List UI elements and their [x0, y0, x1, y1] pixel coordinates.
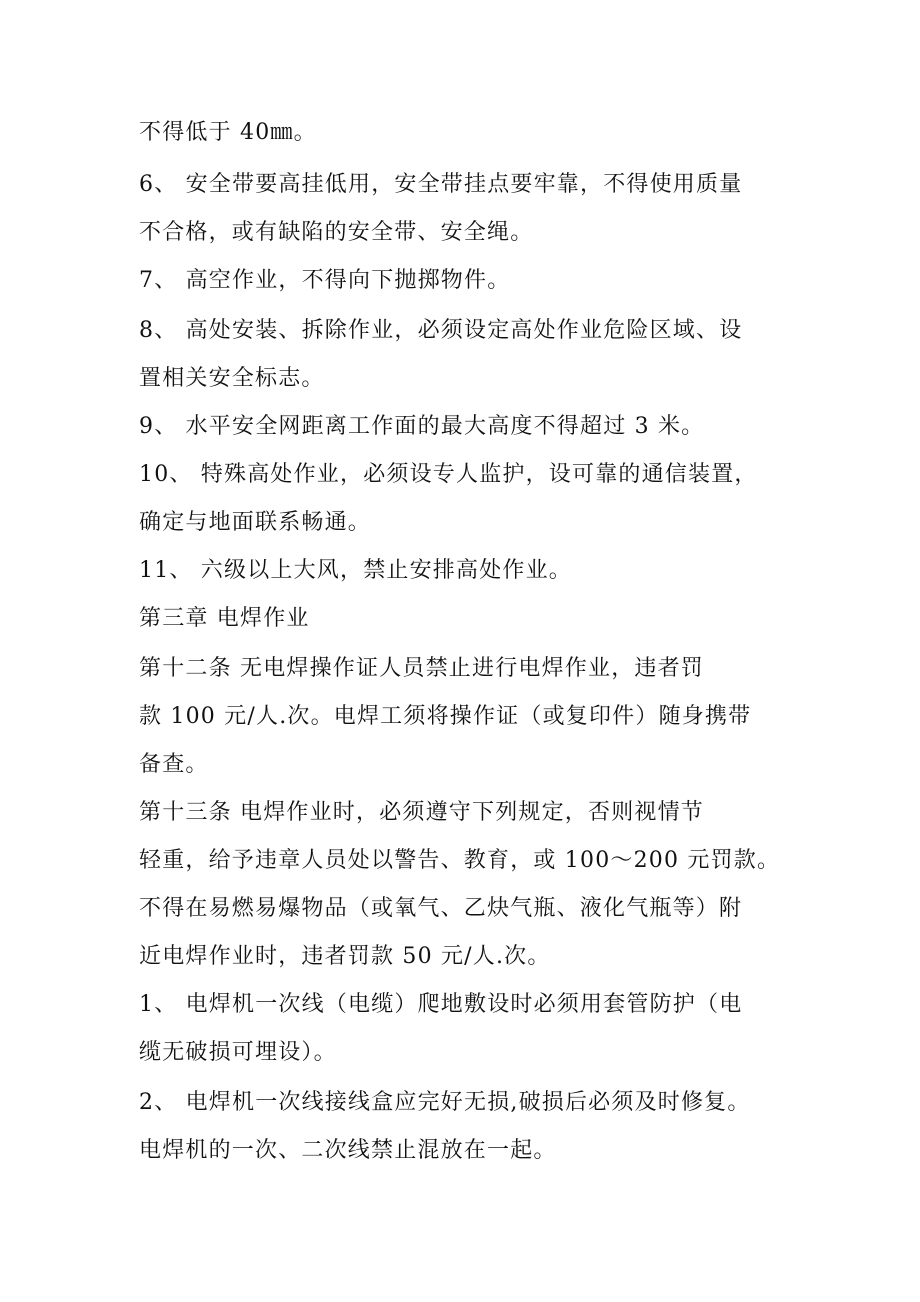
text-line-1: 不得低于 40㎜。: [139, 120, 317, 145]
text-line-13: 款 100 元/人.次。电焊工须将操作证（或复印件）随身携带: [139, 704, 752, 729]
text-line-8: 10、 特殊高处作业，必须设专人监护，设可靠的通信装置，: [139, 462, 758, 487]
text-line-15: 第十三条 电焊作业时，必须遵守下列规定，否则视情节: [139, 800, 704, 825]
text-line-5: 8、 高处安装、拆除作业，必须设定高处作业危险区域、设: [139, 318, 743, 343]
text-line-2: 6、 安全带要高挂低用，安全带挂点要牢靠，不得使用质量: [139, 172, 743, 197]
text-line-19: 1、 电焊机一次线（电缆）爬地敷设时必须用套管防护（电: [139, 992, 743, 1017]
text-line-10: 11、 六级以上大风，禁止安排高处作业。: [139, 558, 572, 583]
text-line-21: 2、 电焊机一次线接线盒应完好无损,破损后必须及时修复。: [139, 1090, 751, 1115]
chapter-heading: 第三章 电焊作业: [139, 606, 310, 631]
text-line-17: 不得在易燃易爆物品（或氧气、乙炔气瓶、液化气瓶等）附: [139, 896, 743, 921]
text-line-22: 电焊机的一次、二次线禁止混放在一起。: [139, 1138, 557, 1163]
text-line-3: 不合格，或有缺陷的安全带、安全绳。: [139, 220, 534, 245]
text-line-12: 第十二条 无电焊操作证人员禁止进行电焊作业，违者罚: [139, 656, 704, 681]
text-line-9: 确定与地面联系畅通。: [139, 510, 372, 535]
text-line-6: 置相关安全标志。: [139, 366, 325, 391]
text-line-18: 近电焊作业时，违者罚款 50 元/人.次。: [139, 944, 551, 969]
text-line-20: 缆无破损可埋设）。: [139, 1040, 337, 1065]
text-line-4: 7、 高空作业，不得向下抛掷物件。: [139, 268, 511, 293]
text-line-7: 9、 水平安全网距离工作面的最大高度不得超过 3 米。: [139, 414, 705, 439]
text-line-16: 轻重，给予违章人员处以警告、教育，或 100～200 元罚款。: [139, 848, 781, 873]
text-line-14: 备查。: [139, 752, 209, 777]
